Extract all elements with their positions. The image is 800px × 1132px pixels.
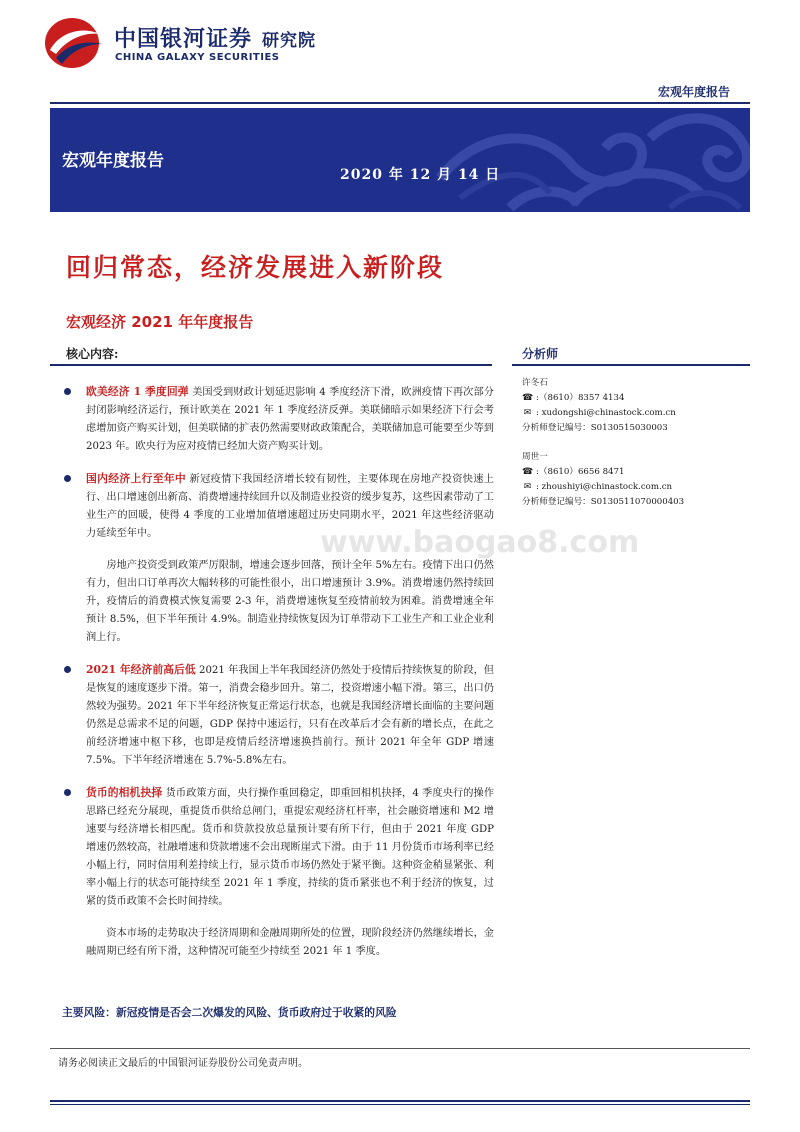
header-divider: [50, 102, 750, 104]
core-content-divider: [50, 364, 492, 366]
analyst-phone: （8610）6656 8471: [538, 467, 625, 477]
bullet-lead: 国内经济上行至年中: [86, 472, 187, 485]
banner-title: 宏观年度报告: [62, 151, 164, 171]
report-subtitle: 宏观经济 2021 年年度报告: [66, 313, 254, 331]
email-icon: ✉: [523, 482, 532, 492]
bullet-lead: 货币的相机抉择: [86, 786, 163, 799]
analyst-card: [522, 450, 750, 510]
analyst-card: [522, 376, 750, 436]
company-name-cn: 中国银河证券 研究院: [114, 27, 317, 52]
institute-name: 研究院: [262, 31, 317, 51]
analyst-registration: 分析师登记编号：S0130515030003: [522, 423, 668, 433]
analyst-heading: 分析师: [522, 347, 559, 361]
email-icon: ✉: [523, 408, 532, 418]
report-title: 回归常态，经济发展进入新阶段: [66, 253, 445, 282]
list-item: [66, 383, 494, 456]
analyst-email[interactable]: xudongshi@chinastock.com.cn: [541, 408, 676, 418]
phone-icon: ☎: [522, 393, 534, 403]
list-item: [66, 661, 494, 770]
bullet-paragraph: 房地产投资受到政策严厉限制，增速会逐步回落，预计全年 5%左右。疫情下出口仍然有力，但出口订单再次大幅转移的可能性很小，出口增速预计 3.9%。消费增速仍然持续回升，疫情后的消费模式恢复需要 2-3 年，消费增速恢复至疫情前较为困难。消费增速全年预计 8.5%，但下半年预计 4.9%。制造业持续恢复因为订单带动下工业生产和工业企业利润上行。: [86, 560, 494, 643]
analyst-email-row: ✉ : zhoushiyi@chinastock.com.cn: [522, 480, 750, 495]
cloud-pattern-icon: [420, 108, 750, 212]
bullet-dot-icon: [64, 475, 71, 482]
bullet-text: 货币政策方面，央行操作重回稳定，即重回相机抉择，4 季度央行的操作思路已经充分展现，重提货币供给总闸门，重提宏观经济杠杆率，社会融资增速和 M2 增速要与经济增长相匹配。货币和贷款投放总量预计要有所下行，但由于 2021 年度 GDP 增速仍然较高，社融增速和贷款增速不会出现断崖式下滑。由于 11 月份货币市场利率已经小幅上行，同时信用利差持续上行，显示货币市场仍然处于紧平衡。这种资金稍显紧张、利率小幅上行的状态可能持续至 2021 年 1 季度，持续的货币紧张也不利于经济的恢复，过紧的货币政策不会长时间持续。: [86, 788, 495, 907]
analyst-email[interactable]: zhoushiyi@chinastock.com.cn: [541, 482, 673, 492]
bullet-lead: 2021 年经济前高后低: [86, 663, 196, 676]
footer-rule-thin: [50, 1104, 750, 1105]
bullet-paragraph: 资本市场的走势取决于经济周期和金融周期所处的位置，现阶段经济仍然继续增长，金融周期已经有所下滑，这种情况可能至少持续至 2021 年 1 季度。: [86, 928, 494, 957]
bullet-lead: 欧美经济 1 季度回弹: [86, 385, 189, 398]
watermark: www.baogao8.com: [320, 525, 640, 560]
list-item: [66, 784, 494, 911]
bullet-text: 2021 年我国上半年我国经济仍然处于疫情后持续恢复的阶段，但是恢复的速度逐步下滑。第一，消费会稳步回升。第二，投资增速小幅下滑。第三，出口仍然较为强势。2021 年下半年经济恢复正常运行状态，也就是我国经济增长面临的主要问题仍然是总需求不足的问题，GDP 保持中速运行，只有在改革后才会有新的增长点，在此之前经济增速中枢下移，也即是疫情后经济增速换挡前行。预计 2021 年全年 GDP 增速 7.5%。下半年经济增速在 5.7%-5.8%左右。: [86, 665, 494, 766]
company-logo: [42, 12, 362, 74]
report-type-label: 宏观年度报告: [657, 85, 730, 99]
analyst-phone-row: ☎ :（8610）6656 8471: [522, 465, 750, 480]
analyst-email-row: ✉ : xudongshi@chinastock.com.cn: [522, 406, 750, 421]
bullet-text: 新冠疫情下我国经济增长较有韧性，主要体现在房地产投资快速上行、出口增速创出新高、消费增速持续回升以及制造业投资的缓步复苏，这些因素带动了工业生产的回暖，使得 4 季度的工业增加值增速超过历史同期水平，2021 年这些经济驱动力延续至年中。: [86, 474, 494, 539]
footer-divider: [50, 1048, 750, 1049]
analyst-name: 周世一: [522, 452, 548, 462]
report-date: 2020 年 12 月 14 日: [340, 167, 501, 183]
analyst-divider: [512, 364, 750, 366]
footer-rule-thick: [50, 1100, 750, 1102]
phone-icon: ☎: [522, 467, 534, 477]
analyst-phone-row: ☎ :（8610）8357 4134: [522, 391, 750, 406]
company-name-en: CHINA GALAXY SECURITIES: [115, 52, 280, 63]
logo-mark-icon: [42, 14, 104, 72]
core-content-heading: 核心内容:: [66, 347, 119, 361]
list-item: [66, 470, 494, 543]
risk-statement: 主要风险：新冠疫情是否会二次爆发的风险、货币政府过于收紧的风险: [62, 1006, 397, 1019]
analyst-list: [522, 376, 750, 524]
bullet-dot-icon: [64, 388, 71, 395]
analyst-name: 许冬石: [522, 378, 548, 388]
disclaimer-text: 请务必阅读正文最后的中国银河证券股份公司免责声明。: [58, 1058, 308, 1069]
core-content-list: [66, 383, 494, 975]
analyst-phone: （8610）8357 4134: [538, 393, 625, 403]
analyst-registration: 分析师登记编号：S0130511070000403: [522, 497, 685, 507]
title-banner: [50, 108, 750, 212]
bullet-dot-icon: [64, 789, 71, 796]
bullet-dot-icon: [64, 666, 71, 673]
bullet-text: 美国受到财政计划延迟影响 4 季度经济下滑，欧洲疫情下再次部分封闭影响经济运行，预计欧美在 2021 年 1 季度经济反弹。美联储暗示如果经济下行会考虑增加资产购买计划，但美联储的扩表仍然需要财政政策配合，美联储加息可能要至少等到 2023 年。欧央行为应对疫情已经加大资产购买计划。: [86, 387, 494, 452]
